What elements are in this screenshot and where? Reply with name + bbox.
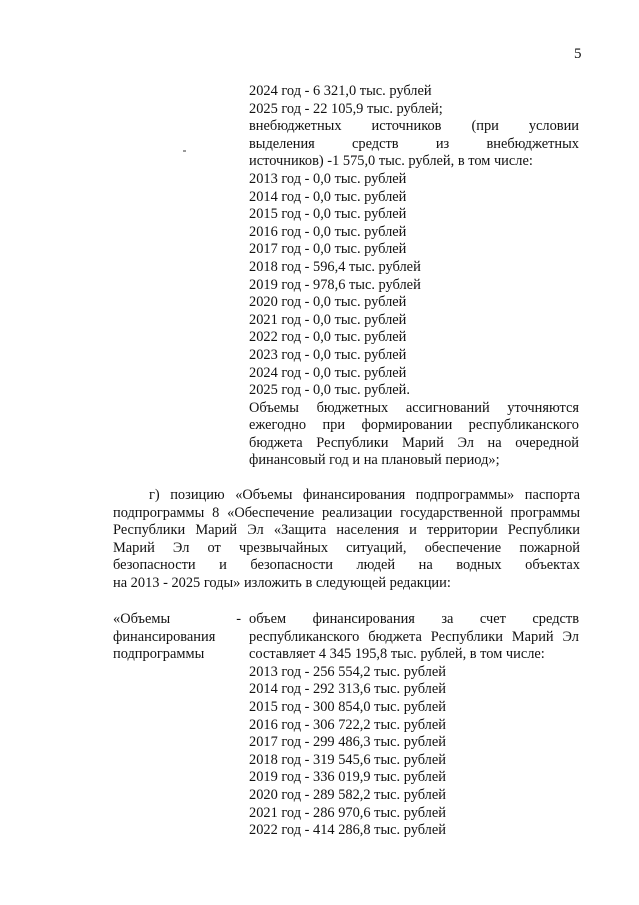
extra-year-line: 2025 год - 0,0 тыс. рублей. [249,382,410,399]
funding-year-line: 2022 год - 414 286,8 тыс. рублей [249,822,446,839]
extra-year-line: 2017 год - 0,0 тыс. рублей [249,241,407,258]
funding-year-line: 2013 год - 256 554,2 тыс. рублей [249,663,446,680]
note-last-line: финансовый год и на плановый период»; [249,452,500,469]
funding-year-line: 2016 год - 306 722,2 тыс. рублей [249,716,446,733]
paragraph-line: Марий Эл от чрезвычайных ситуаций, обеспечение пожарной [113,539,580,556]
paragraph-last-line: на 2013 - 2025 годы» изложить в следующей редакции: [113,574,451,591]
extra-year-line: 2018 год - 596,4 тыс. рублей [249,258,421,275]
funding-year-line: 2018 год - 319 545,6 тыс. рублей [249,751,446,768]
funding-new-block [249,611,579,840]
extra-year-line: 2019 год - 978,6 тыс. рублей [249,276,421,293]
label-line: финансирования [113,628,216,645]
extra-year-line: 2014 год - 0,0 тыс. рублей [249,188,407,205]
page-number: 5 [574,46,582,62]
label-dash: - [236,611,241,627]
year-line-2024: 2024 год - 6 321,0 тыс. рублей [249,83,432,99]
funding-intro-line: республиканского бюджета Республики Марий Эл [249,628,579,645]
amendment-paragraph [113,487,580,593]
scan-speck [183,150,186,152]
position-label [113,611,241,664]
extra-year-line: 2016 год - 0,0 тыс. рублей [249,223,407,240]
extra-year-line: 2021 год - 0,0 тыс. рублей [249,311,407,328]
note-line: ежегодно при формировании республиканского [249,417,579,434]
funding-year-line: 2017 год - 299 486,3 тыс. рублей [249,734,446,751]
note-line: Объемы бюджетных ассигнований уточняются [249,399,579,416]
extra-budget-intro-line: выделения средств из внебюджетных [249,135,579,152]
extra-year-line: 2023 год - 0,0 тыс. рублей [249,346,407,363]
label-line: подпрограммы [113,646,205,663]
funding-continuation-block [249,83,579,470]
paragraph-line: подпрограммы 8 «Обеспечение реализации государственной программы [113,504,580,521]
paragraph-line: безопасности и безопасности людей на водных объектах [113,557,580,574]
note-line: бюджета Республики Марий Эл на очередной [249,434,579,451]
extra-budget-intro-line: внебюджетных источников (при условии [249,118,579,135]
funding-intro-line: объем финансирования за счет средств [249,611,579,627]
extra-year-line: 2015 год - 0,0 тыс. рублей [249,206,407,223]
paragraph-line: Республики Марий Эл «Защита населения и территории Республики [113,522,580,539]
extra-year-line: 2022 год - 0,0 тыс. рублей [249,329,407,346]
extra-budget-total-line: источников) -1 575,0 тыс. рублей, в том числе: [249,153,533,170]
funding-total-line: составляет 4 345 195,8 тыс. рублей, в том числе: [249,646,545,663]
label-line: «Объемы [113,611,171,627]
funding-year-line: 2021 год - 286 970,6 тыс. рублей [249,804,446,821]
extra-year-line: 2020 год - 0,0 тыс. рублей [249,294,407,311]
funding-year-line: 2020 год - 289 582,2 тыс. рублей [249,786,446,803]
extra-year-line: 2013 год - 0,0 тыс. рублей [249,170,407,187]
funding-year-line: 2015 год - 300 854,0 тыс. рублей [249,698,446,715]
funding-year-line: 2014 год - 292 313,6 тыс. рублей [249,681,446,698]
funding-year-line: 2019 год - 336 019,9 тыс. рублей [249,769,446,786]
year-line-2025: 2025 год - 22 105,9 тыс. рублей; [249,100,443,117]
extra-year-line: 2024 год - 0,0 тыс. рублей [249,364,407,381]
paragraph-line: г) позицию «Объемы финансирования подпрограммы» паспорта [149,487,580,503]
